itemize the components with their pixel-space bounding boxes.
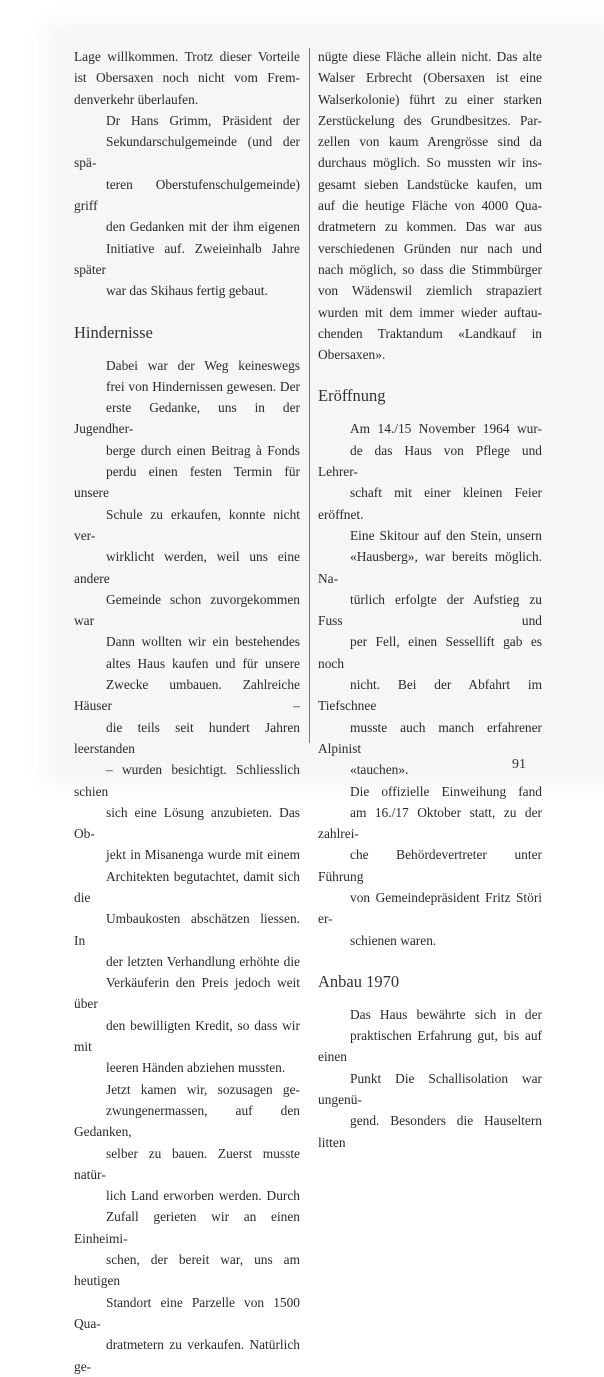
paragraph (74, 1079, 300, 1377)
text-line: nicht. Bei der Abfahrt im Tiefschnee (318, 677, 542, 714)
paragraph (318, 418, 542, 780)
text-line: Eine Skitour auf den Stein, unsern (350, 527, 542, 543)
text-line: Lage willkommen. Trotz dieser Vorteile (74, 49, 300, 64)
text-line: erste Gedanke, uns in der Jugendher- (74, 400, 300, 437)
text-line: schen, der bereit war, uns am heutigen (74, 1252, 300, 1289)
text-line: teren Oberstufenschulgemeinde) griff (74, 176, 300, 214)
text-line: Am 14./15 November 1964 wur- (350, 421, 542, 437)
text-line: war das Skihaus fertig gebaut. (106, 283, 268, 299)
text-line: Dr Hans Grimm, Präsident der (106, 112, 300, 128)
text-line: chenden Traktandum «Landkauf in (318, 325, 542, 341)
text-line: Walserkolonie) führt zu einer starken (318, 91, 542, 107)
text-line: Zwecke umbauen. Zahlreiche Häuser – (74, 677, 300, 714)
text-line: Verkäuferin den Preis jedoch weit über (74, 975, 300, 1012)
section-heading-hindernisse: Hindernisse (74, 322, 153, 342)
paragraph (318, 46, 542, 365)
text-line: Walser Erbrecht (Obersaxen ist eine (318, 70, 542, 86)
page-number: 91 (512, 757, 526, 772)
right-column (318, 46, 542, 1153)
left-column (74, 46, 300, 1377)
text-line: sich eine Lösung anzubieten. Das Ob- (74, 804, 300, 842)
paragraph (74, 110, 300, 302)
text-line: Dann wollten wir ein bestehendes (106, 634, 300, 650)
text-line: Architekten begutachtet, damit sich die (74, 868, 300, 905)
text-line: Das Haus bewährte sich in der (350, 1006, 542, 1022)
text-line: am 16./17 Oktober statt, zu der zahlrei- (318, 804, 542, 842)
text-line: Initiative auf. Zweieinhalb Jahre später (74, 240, 300, 277)
text-line: Umbaukosten abschätzen liessen. In (74, 911, 300, 948)
text-line: ist Obersaxen noch nicht vom Frem- (74, 70, 300, 86)
text-line: schienen waren. (350, 932, 437, 948)
text-line: Obersaxen». (318, 347, 386, 363)
text-line: den Gedanken mit der ihm eigenen (106, 219, 300, 235)
text-line: dratmetern zu verkaufen. Natürlich ge- (74, 1337, 300, 1374)
text-line: Schule zu erkaufen, konnte nicht ver- (74, 506, 300, 543)
text-line: verschiedenen Gründen nur nach und (318, 240, 542, 256)
text-line: der letzten Verhandlung erhöhte die (106, 953, 300, 969)
text-line: Sekundarschulgemeinde (und der spä- (74, 134, 300, 171)
paragraph (318, 781, 542, 951)
text-line: türlich erfolgte der Aufstieg zu Fuss und (318, 591, 542, 629)
text-line: wirklicht werden, weil uns eine andere (74, 549, 300, 586)
text-line: von Wädenswil ziemlich strapaziert (318, 283, 542, 299)
text-line: che Behördevertreter unter Führung (318, 847, 542, 884)
text-line: per Fell, einen Sessellift gab es noch (318, 634, 542, 671)
text-line: gesamt sieben Landstücke kaufen, um (318, 176, 542, 192)
text-line: selber zu bauen. Zuerst musste natür- (74, 1145, 300, 1182)
text-line: perdu einen festen Termin für unsere (74, 464, 300, 501)
text-line: altes Haus kaufen und für unsere (106, 655, 300, 671)
column-divider (309, 48, 310, 743)
text-line: de das Haus von Pflege und Lehrer- (318, 442, 542, 480)
text-line: berge durch einen Beitrag à Fonds (106, 442, 300, 458)
text-line: praktischen Erfahrung gut, bis auf einen (318, 1028, 542, 1065)
paragraph (74, 46, 300, 110)
text-line: gend. Besonders die Hauseltern litten (318, 1113, 542, 1150)
text-line: wurden mit dem immer wieder auftau- (318, 304, 542, 320)
section-heading-anbau-1970: Anbau 1970 (318, 971, 400, 991)
text-line: Gemeinde schon zuvorgekommen war (74, 591, 300, 629)
text-line: Dabei war der Weg keineswegs (106, 357, 300, 373)
text-line: Zerstückelung des Grundbesitzes. Par- (318, 112, 542, 128)
text-line: frei von Hindernissen gewesen. Der (106, 378, 300, 394)
text-line: leeren Händen abziehen mussten. (106, 1060, 286, 1076)
text-line: auf die heutige Fläche von 4000 Qua- (318, 198, 542, 214)
text-line: Die offizielle Einweihung fand (350, 783, 542, 799)
text-line: nügte diese Fläche allein nicht. Das alte (318, 49, 542, 64)
text-line: nach möglich, so dass die Stimmbürger (318, 261, 542, 277)
paragraph (74, 631, 300, 1078)
paragraph (318, 1004, 542, 1153)
text-line: Jetzt kamen wir, sozusagen ge- (106, 1081, 300, 1097)
text-line: schaft mit einer kleinen Feier eröffnet. (318, 485, 542, 522)
section-heading-eroeffnung: Eröffnung (318, 386, 386, 406)
text-line: zwungenermassen, auf den Gedanken, (74, 1102, 300, 1140)
text-line: durchaus möglich. So mussten wir ins- (318, 155, 542, 171)
text-line: – wurden besichtigt. Schliesslich schien (74, 762, 300, 799)
text-line: Zufall gerieten wir an einen Einheimi- (74, 1209, 300, 1246)
text-line: Standort eine Parzelle von 1500 Qua- (74, 1294, 300, 1331)
text-line: von Gemeindepräsident Fritz Störi er- (318, 889, 542, 927)
text-line: musste auch manch erfahrener Alpinist (318, 719, 542, 756)
text-line: dratmetern zu kommen. Das war aus (318, 219, 542, 235)
text-line: jekt in Misanenga wurde mit einem (106, 847, 300, 863)
text-line: denverkehr überlaufen. (74, 91, 199, 107)
text-line: zellen von kaum Arengrösse sind da (318, 134, 542, 150)
text-line: lich Land erworben werden. Durch (106, 1188, 300, 1204)
text-line: Punkt Die Schallisolation war ungenü- (318, 1070, 542, 1108)
text-line: die teils seit hundert Jahren leerstanden (74, 719, 300, 756)
paragraph (74, 355, 300, 632)
text-line: «Hausberg», war bereits möglich. Na- (318, 549, 542, 586)
text-line: den bewilligten Kredit, so dass wir mit (74, 1017, 300, 1055)
text-line: «tauchen». (350, 762, 409, 778)
